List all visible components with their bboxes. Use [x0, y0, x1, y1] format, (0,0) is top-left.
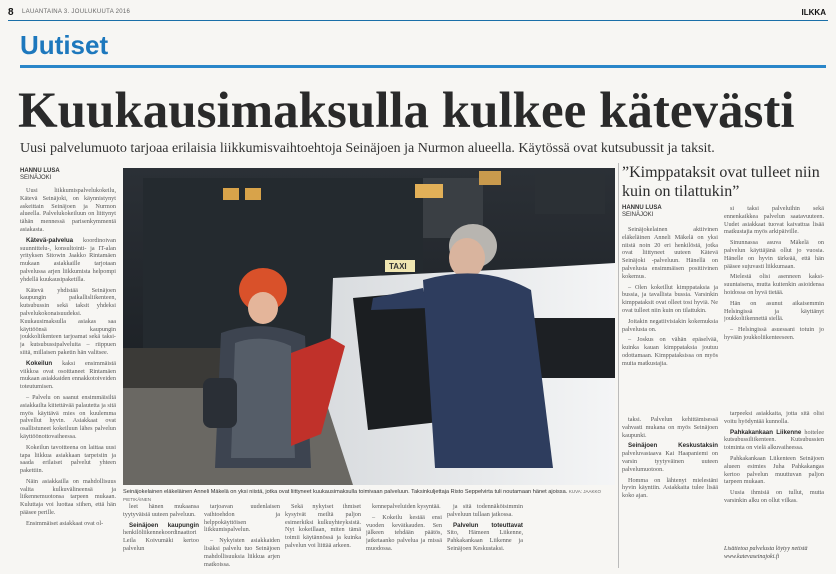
article-paragraph: – Nykyisten asiakkaiden lisäksi palvelu tuo Seinäjoen mahdollisuuksia liikkua arjen matkoissa. — [204, 537, 280, 568]
article-paragraph: – Kokeilu kestää ensi vuoden kevätkauden. Sen jälkeen tehdään päätös, jatketaanko palvelua ja missä muodossa. — [366, 513, 442, 552]
lead-paragraph: Uusi palvelumuoto tarjoaa erilaisia liikkumisvaihtoehtoja Seinäjoen ja Nurmon alueella. Käytössä ovat kutsubussit ja taksit. — [20, 141, 715, 156]
article-paragraph: tarjoavan uudenlaisen vaihtoehdon ja helppokäyttöisen liikkumispalvelun. — [204, 503, 280, 534]
article-column-1 — [20, 187, 116, 572]
byline-right — [622, 205, 662, 219]
issue-date: LAUANTAINA 3. JOULUKUUTA 2016 — [22, 9, 131, 15]
article-paragraph: Seinäjoen kaupungin henkilöliikennekoordinaattori Leila Koivumäki kertoo palvelun — [123, 521, 199, 552]
article-paragraph: – Olen kokeillut kimppataksia ja bussia, ja tavallista bussia. Varsinkin kimppataksit ovat olleet tosi hyviä. Ne ovat tulleet niin kuin on tilattukin. — [622, 283, 718, 314]
side-column-1-lower — [622, 416, 718, 572]
article-paragraph: – Palvelu on saanut ensimmäisiltä asiakkailta kiitettävää palautetta ja sitä myös käyttävä mies on kuulemma palvellut hyvin. Asiakkaat ovat osallistuneet kokeiluun lähes palvelun käyttöönottovaiheessa. — [20, 393, 116, 440]
article-paragraph: Kätevä-palvelua koordinoivan suunnittelu-, konsultointi- ja IT-alan yrityksen Sitowin Jaakko Rintamäen mukaan asiakkaille tarjotaan palvelussa arjen liikkumista helpompi yhdellä kuukausipaketilla. — [20, 236, 116, 283]
article-paragraph: Joitakin negatiivisiakin kokemuksia palvelusta on. — [622, 317, 718, 333]
article-paragraph: Sinunnassa asuva Mäkelä on palvelun käyttäjänä ollut jo vuosia. Hänelle on hyvin tärkeää, että hän pääsee sujuvasti liikkumaan. — [724, 239, 824, 270]
section-title: Uutiset — [20, 30, 109, 60]
article-column-5 — [366, 503, 442, 572]
byline-name: HANNU LUSA — [622, 205, 662, 211]
article-paragraph: Mielestä olisi asenneen kaksi-suuntaisena, mutta kuitenkin asioidensa hoidossa on hyvä tietää. — [724, 273, 824, 296]
article-paragraph: Uusi liikkumispalvelukokeilu, Kätevä Seinäjoki, on käynnistynyt askeittain Seinäjoen ja Nurmon alueella. Palvelukokeiluun on liittynyt tähän mennessä parisenkymmentä asiakasta. — [20, 187, 116, 233]
footnote: Lisätietoa palvelusta löytyy netistä www.katevaseinajoki.fi — [724, 546, 808, 560]
article-column-6 — [447, 503, 523, 572]
article-paragraph: Kätevä yhdistää Seinäjoen kaupungin paikallisliikenteen, kutsubussin sekä taksit yhdeksi palvelukokonaisuudeksi. Kuukausimaksulla asiakas saa käyttöönsä kaupungin joukkoliikenteen tarjoamat sekä taksi- ja kutsubussipalveluita – riippuen siitä, millaisen paketin hän valitsee. — [20, 286, 116, 356]
article-paragraph: si taksi palveluihin sekä ennenkaikkea palvelun saatavuuteen. Uudet asiakkaat tuovat kaivattua lisää matkustajia myös arkipäiville. — [724, 205, 824, 236]
caption-credit: KUVA: JAAKKO PIETIKÄINEN — [123, 489, 601, 502]
header-rule — [8, 20, 828, 21]
column-divider — [618, 163, 619, 568]
article-paragraph: taksi. Palvelun kehittämisessä vahvasti mukana on myös Seinäjoen kaupunki. — [622, 416, 718, 439]
paragraph-lead-in: Kokeilun — [26, 359, 53, 367]
photo-caption — [123, 488, 615, 504]
article-paragraph: Homma on lähtenyt mielestäni hyvin käyntiin. Asiakkaita tulee lisää koko ajan. — [622, 476, 718, 500]
article-paragraph: tarpeeksi asiakkaita, jotta sitä olisi voitu hyödyntää kunnolla. — [724, 410, 824, 425]
article-paragraph: Hän on asunut aikaisemmin Helsingissä ja käyttänyt joukkoliikennettä siellä. — [724, 299, 824, 323]
article-column-3 — [204, 503, 280, 572]
paragraph-lead-in: Kätevä-palvelua — [26, 236, 74, 244]
article-paragraph: kennepalveluiden kysyntää. — [372, 503, 441, 510]
byline-left — [20, 168, 60, 182]
article-paragraph: ja sitä todennäköisimmin palveluun tullaan jatkossa. — [447, 503, 523, 518]
paragraph-lead-in: Seinäjoen Keskustaksin — [628, 442, 718, 450]
taxi-sign-text: TAXI — [389, 262, 407, 271]
article-paragraph: – Joskus on vähän epäselvää, kuinka kauan kimppataksia joutuu odottamaan. Kimppataksissa on myös muita matkustajia. — [622, 336, 718, 367]
article-paragraph: Kokeilun tavoitteena on laittaa uusi tapa liikkua asiakkaan tarpeisiin ja saada erilaiset palvelut yhteen pakettiin. — [20, 443, 116, 475]
article-paragraph: Kokeilun kaksi ensimmäistä viikkoa ovat osoittaneet Rintamäen mukaan asiakkaiden ennakkotoiveiden toteutumisen. — [20, 359, 116, 391]
article-paragraph: Ensimmäiset asiakkaat ovat ol- — [26, 519, 104, 527]
article-paragraph: Seinäjoen Keskustaksin palveluvastaava Kai Haapaniemi on varsin tyytyväinen uuteen palvelumuotoon. — [622, 442, 718, 473]
side-column-1 — [622, 226, 718, 408]
page-number: 8 — [8, 7, 14, 18]
paragraph-lead-in: Seinäjoen kaupungin — [129, 521, 199, 529]
article-paragraph: – Helsingissä asuessani totuin jo hyvään joukkoliikenteeseen. — [724, 326, 824, 341]
newspaper-brand: ILKKA — [801, 8, 826, 17]
article-photo — [123, 168, 615, 485]
byline-place: SEINÄJOKI — [622, 212, 654, 218]
article-paragraph: Pahkakankaan Liikenteen Seinäjoen alueen esimies Juha Pahkakangas kertoo palvelun muuttuvan paljon tarpeen mukaan. — [724, 454, 824, 486]
article-paragraph: Palvelun toteuttavat Sito, Hämeen Liikenne, Pahkakankaan Liikenne ja Seinäjoen Keskustaksi. — [447, 521, 523, 552]
article-paragraph: leet hänen mukaansa tyytyväisiä uuteen palveluun. — [123, 503, 199, 518]
paragraph-lead-in: Palvelun toteuttavat — [453, 521, 523, 529]
article-paragraph: Sekä nykyiset ihmiset kysyivät meiltä paljon esimerkiksi kulkuyhteyksistä. Nyt kokeillaan, miten tämä toimii käytännössä ja kuinka palvelun voi liittää arkeen. — [285, 503, 361, 549]
photo-illustration — [123, 168, 615, 485]
caption-text: Seinäjokelainen eläkeläinen Anneli Mäkelä on yksi niistä, jotka ovat liittyneet kuukausimaksulla toimivaan palveluun. Taksinkuljettaja Risto Seppelvirta tuli noutamaan hänet ajoissa. — [123, 489, 568, 495]
headline: Kuukausimaksulla kulkee kätevästi — [18, 83, 795, 139]
byline-place: SEINÄJOKI — [20, 175, 52, 181]
article-paragraph: Uusia ihmisiä on tullut, mutta varsinkin alku on ollut vilkas. — [724, 489, 824, 504]
article-paragraph: Näin asiakkailla on mahdollisuus valita kulkuvälineensä ja liikennemuotonsa tarpeen mukaan. Kuluttaja voi luottaa siihen, että hän pääsee perille. — [20, 477, 116, 517]
byline-name: HANNU LUSA — [20, 168, 60, 174]
article-column-4 — [285, 503, 361, 572]
article-paragraph: Pahkakankaan Liikenne hoitelee kutsubussiliikenteen. Kutsubussien toiminta on vielä alkuvaiheessa. — [724, 428, 824, 452]
pull-quote: ”Kimppataksit ovat tulleet niin kuin on tilattukin” — [622, 164, 820, 200]
section-rule — [20, 65, 826, 68]
side-column-2 — [724, 205, 824, 405]
side-column-2-lower — [724, 410, 824, 542]
article-paragraph: Seinäjokelainen aktiivinen eläkeläinen Anneli Mäkelä on yksi niistä noin 20 eri henkilöstä, jotka ovat liittyneet uuteen Kätevä Seinäjoki -palveluun. Hänellä on palvelusta ensimmäisen positiivinen kokemus. — [622, 226, 718, 280]
paragraph-lead-in: Pahkakankaan Liikenne — [730, 428, 802, 436]
article-column-2 — [123, 503, 199, 572]
